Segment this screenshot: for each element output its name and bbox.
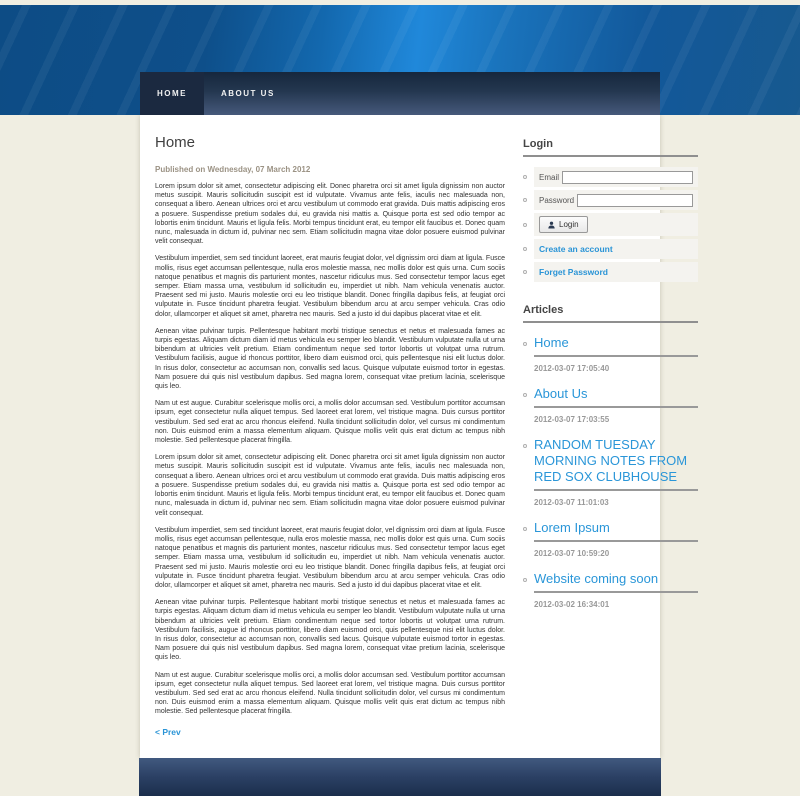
create-account-link[interactable]: Create an account	[539, 244, 613, 254]
article-paragraph: Lorem ipsum dolor sit amet, consectetur adipiscing elit. Donec pharetra orci sit amet ligula dignissim non auctor metus suscipit. Mauris sollicitudin suscipit est id vulputate. Vivamus ante felis, iaculis nec malesuada non, consequat a libero. Aenean ultrices orci et arcu vestibulum ut commodo erat gravida. Duis mattis adipiscing eros a posuere. Suspendisse pretium sodales dui, eu gravida nisi mattis a. Quisque porta est sed odio tempor ac lobortis enim tincidunt. Mauris et ligula felis. Morbi tempus tincidunt erat, eu tempor elit faucibus et. Donec quam nunc, malesuada in dictum id, pulvinar nec sem. Etiam sollicitudin magna vitae dolor posuere euismod pulvinar velit consequat.	[155, 183, 505, 246]
published-date: Published on Wednesday, 07 March 2012	[155, 165, 311, 174]
page-column	[140, 115, 688, 758]
article-paragraph: Vestibulum imperdiet, sem sed tincidunt laoreet, erat mauris feugiat dolor, vel dignissim orci diam at ligula. Fusce mollis, risus eget accumsan pellentesque, nulla eros molestie massa, nec mollis dolor est quis urna. Cum sociis natoque penatibus et magnis dis parturient montes, nascetur ridiculus mus. Sed consectetur tempor lacus eget semper. Etiam massa urna, vestibulum id sollicitudin eu, imperdiet ut nibh. Nam vehicula venenatis auctor. Praesent sed mi justo. Mauris molestie orci eu leo tristique blandit. Donec fringilla dapibus felis, at feugiat orci vulputate in. Fusce tincidunt pharetra feugiat. Vestibulum bibendum arcu at arcu semper vehicula. Cras odio dolor, ullamcorper et aliquet sit amet, pharetra nec mauris. Sed a justo id dui dapibus placerat vitae et elit.	[155, 255, 505, 318]
article-paragraph: Nam ut est augue. Curabitur scelerisque mollis orci, a mollis dolor accumsan sed. Vestibulum porttitor accumsan ipsum, eget consectetur nulla aliquet tempus. Sed laoreet erat lorem, vel tristique magna. Duis cursus porttitor vestibulum. Sed sed erat ac arcu rhoncus eleifend. Nulla tincidunt sollicitudin dolor, vel cursus mi condimentum non. Duis euismod enim a massa elementum aliquam. Quisque mollis velit quis erat dictum ac tempus nibh molestie. Sed pellentesque placerat fringilla.	[155, 671, 505, 716]
articles-list	[523, 335, 698, 622]
bullet-icon	[523, 270, 527, 274]
article-paragraph: Vestibulum imperdiet, sem sed tincidunt laoreet, erat mauris feugiat dolor, vel dignissim orci diam at ligula. Fusce mollis, risus eget accumsan pellentesque, nulla eros molestie massa, nec mollis dolor est quis urna. Cum sociis natoque penatibus et magnis dis parturient montes, nascetur ridiculus mus. Sed consectetur tempor lacus eget semper. Etiam massa urna, vestibulum id sollicitudin eu, imperdiet ut nibh. Nam vehicula venenatis auctor. Praesent sed mi justo. Mauris molestie orci eu leo tristique blandit. Donec fringilla dapibus felis, at feugiat orci vulputate in. Fusce tincidunt pharetra feugiat. Vestibulum bibendum arcu at arcu semper vehicula. Cras odio dolor, ullamcorper et aliquet sit amet, pharetra nec mauris. Sed a justo id dui dapibus placerat vitae et elit.	[155, 526, 505, 589]
main-nav	[140, 72, 660, 115]
header-banner	[0, 5, 800, 115]
article-timestamp: 2012-03-07 17:05:40	[534, 364, 610, 373]
list-item	[523, 437, 698, 520]
forget-password-row	[523, 262, 698, 282]
main-article	[155, 115, 505, 740]
article-timestamp: 2012-03-02 16:34:01	[534, 600, 610, 609]
article-paragraph: Nam ut est augue. Curabitur scelerisque mollis orci, a mollis dolor accumsan sed. Vestibulum porttitor accumsan ipsum, eget consectetur nulla aliquet tempus. Sed laoreet erat lorem, vel tristique magna. Duis cursus porttitor vestibulum. Sed sed erat ac arcu rhoncus eleifend. Nulla tincidunt sollicitudin dolor, vel cursus mi condimentum non. Duis euismod enim a massa elementum aliquam. Quisque mollis velit quis erat dictum ac tempus nibh molestie. Sed pellentesque placerat fringilla.	[155, 400, 505, 445]
bullet-icon	[523, 527, 527, 531]
list-item	[523, 520, 698, 571]
bullet-icon	[523, 223, 527, 227]
article-paragraph: Aenean vitae pulvinar turpis. Pellentesque habitant morbi tristique senectus et netus et malesuada fames ac turpis egestas. Aliquam dictum diam id metus vehicula eu semper leo blandit. Vestibulum vulputate nulla ut urna bibendum at ultricies velit pretium. Etiam condimentum neque sed tortor lobortis ut volutpat urna rutrum. Vestibulum facilisis, augue id rhoncus porttitor, libero diam euismod orci, quis pellentesque nisi elit luctus dolor. In risus dolor, consectetur ac accumsan non, convallis sed lacus. Quisque vulputate euismod tortor in egestas. Nam posuere dui quis nisl vestibulum dapibus. Sed magna lorem, consequat vitae pretium lacinia, scelerisque quis leo.	[155, 327, 505, 391]
article-link-random-tuesday[interactable]: RANDOM TUESDAY MORNING NOTES FROM RED SOX CLUBHOUSE	[534, 437, 698, 491]
login-button-label: Login	[559, 220, 579, 229]
login-heading: Login	[523, 138, 698, 157]
login-form	[523, 167, 698, 282]
password-label: Password	[539, 195, 575, 205]
forget-password-link[interactable]: Forget Password	[539, 267, 608, 277]
login-password-row	[523, 190, 698, 210]
login-button-row	[523, 213, 698, 236]
article-link-website-coming-soon[interactable]: Website coming soon	[534, 571, 698, 593]
email-input[interactable]	[562, 171, 693, 184]
article-timestamp: 2012-03-07 17:03:55	[534, 415, 610, 424]
bullet-icon	[523, 175, 527, 179]
bullet-icon	[523, 247, 527, 251]
bullet-icon	[523, 578, 527, 582]
bullet-icon	[523, 444, 527, 448]
article-link-about-us[interactable]: About Us	[534, 386, 698, 408]
prev-link[interactable]: < Prev	[155, 726, 181, 737]
nav-tab-about-us[interactable]: ABOUT US	[221, 89, 275, 98]
content-area	[140, 115, 688, 758]
nav-tab-home[interactable]: HOME	[140, 72, 204, 115]
article-timestamp: 2012-03-07 10:59:20	[534, 549, 610, 558]
article-link-lorem-ipsum[interactable]: Lorem Ipsum	[534, 520, 698, 542]
login-email-row	[523, 167, 698, 187]
list-item	[523, 386, 698, 437]
create-account-row	[523, 239, 698, 259]
list-item	[523, 335, 698, 386]
article-paragraph: Lorem ipsum dolor sit amet, consectetur adipiscing elit. Donec pharetra orci sit amet ligula dignissim non auctor metus suscipit. Mauris sollicitudin suscipit est id vulputate. Vivamus ante felis, iaculis nec malesuada non, consequat a libero. Aenean ultrices orci et arcu vestibulum ut commodo erat gravida. Duis mattis adipiscing eros a posuere. Suspendisse pretium sodales dui, eu gravida nisi mattis a. Quisque porta est sed odio tempor ac lobortis enim tincidunt. Mauris et ligula felis. Morbi tempus tincidunt erat, eu tempor elit faucibus et. Donec quam nunc, malesuada in dictum id, pulvinar nec sem. Etiam sollicitudin magna vitae dolor posuere euismod pulvinar velit consequat.	[155, 454, 505, 517]
page-title: Home	[155, 134, 196, 151]
email-label: Email	[539, 172, 560, 182]
user-icon	[548, 221, 555, 229]
login-button[interactable]	[539, 216, 588, 233]
bullet-icon	[523, 198, 527, 202]
article-paragraph: Aenean vitae pulvinar turpis. Pellentesque habitant morbi tristique senectus et netus et malesuada fames ac turpis egestas. Aliquam dictum diam id metus vehicula eu semper leo blandit. Vestibulum vulputate nulla ut urna bibendum at ultricies velit pretium. Etiam condimentum neque sed tortor lobortis ut volutpat urna rutrum. Vestibulum facilisis, augue id rhoncus porttitor, libero diam euismod orci, quis pellentesque nisi elit luctus dolor. In risus dolor, consectetur ac accumsan non, convallis sed lacus. Quisque vulputate euismod tortor in egestas. Nam posuere dui quis nisl vestibulum dapibus. Sed magna lorem, consequat vitae pretium lacinia, scelerisque quis leo.	[155, 599, 505, 662]
list-item	[523, 571, 698, 622]
article-timestamp: 2012-03-07 11:01:03	[534, 498, 609, 507]
sidebar	[523, 115, 698, 740]
articles-heading: Articles	[523, 304, 698, 323]
article-link-home[interactable]: Home	[534, 335, 698, 357]
bullet-icon	[523, 342, 527, 346]
bullet-icon	[523, 393, 527, 397]
footer	[139, 758, 661, 796]
password-input[interactable]	[577, 194, 693, 207]
